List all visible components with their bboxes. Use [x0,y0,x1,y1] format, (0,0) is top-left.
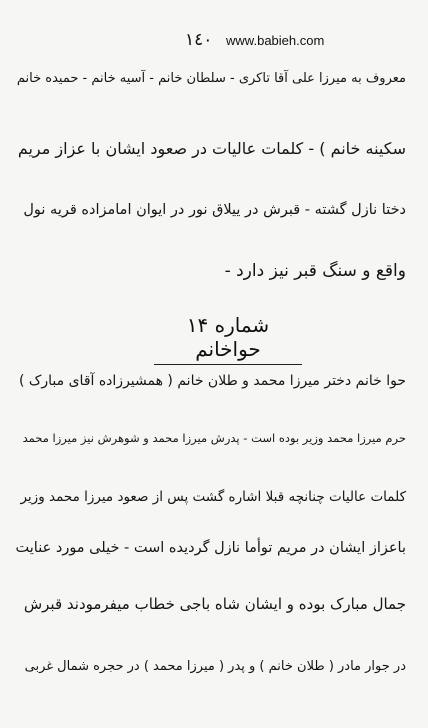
paragraph-2-line-4: باعزاز ایشان در مریم توأما نازل گردیده است - خیلی مورد عنایت [15,540,406,556]
paragraph-2-line-2: حرم میرزا محمد وزیر بوده است - پدرش میرزا محمد و شوهرش نیز میرزا محمد [22,431,406,445]
paragraph-1-line-2: سکینه خانم ) - کلمات عالیات در صعود ایشان با عزاز مریم [17,139,406,158]
paragraph-2-line-5: جمال مبارک بوده و ایشان شاه باجی خطاب میفرمودند قبرش [23,595,406,613]
paragraph-1-line-1: معروف به میرزا علی آقا تاکری - سلطان خانم - آسیه خانم - حمیده خانم [16,71,406,86]
paragraph-2-line-6: در جوار مادر ( طلان خانم ) و پدر ( میرزا محمد ) در حجره شمال غربی [24,659,406,674]
paragraph-2-line-1: حوا خانم دختر میرزا محمد و طلان خانم ( همشیرزاده آقای مبارک ) [18,373,406,389]
page-number: ١٤٠ [185,30,213,50]
paragraph-1-line-4: واقع و سنگ قبر نیز دارد - [224,261,406,281]
site-url: www.babieh.com [226,33,325,48]
page-header [185,30,324,50]
paragraph-1-line-3: دختا نازل گشته - قبرش در ییلاق نور در ایوان امامزاده قریه نول [23,202,406,218]
paragraph-2-line-3: کلمات عالیات چنانچه قبلا اشاره گشت پس از صعود میرزا محمد وزیر [20,489,406,505]
section-heading: شماره ۱۴ حواخانم [158,313,298,361]
